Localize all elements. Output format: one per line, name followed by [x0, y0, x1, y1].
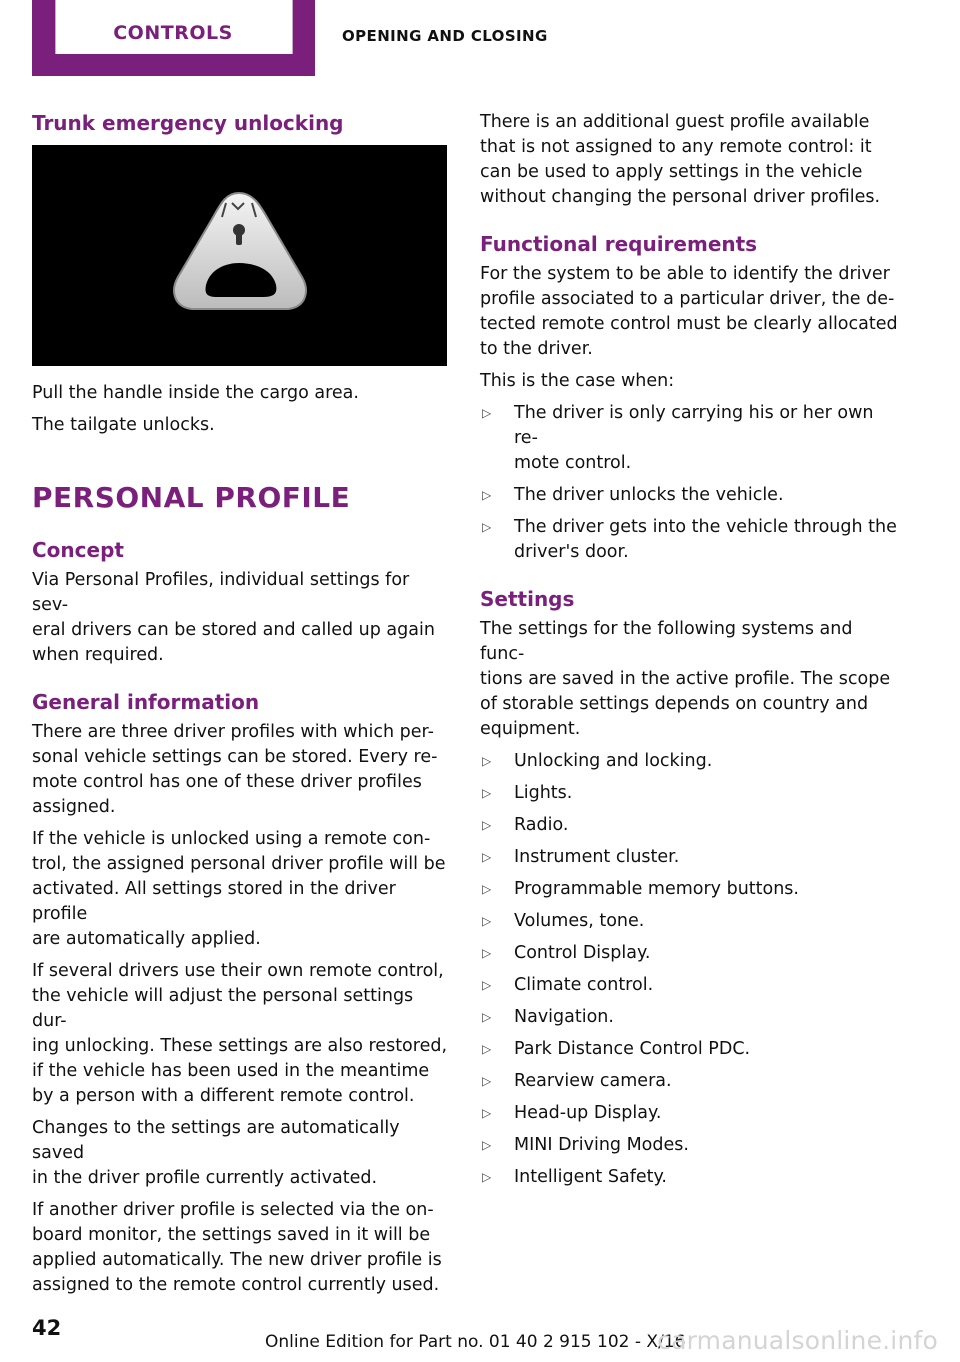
functional-paragraph-1: For the system to be able to identify the driver profile associated to a particular driver, the de- tected remote control must be clearly allocated to the driver. — [480, 264, 898, 359]
triangle-bullet-icon: ▷ — [482, 488, 492, 502]
general-paragraph-5: If another driver profile is selected via the on- board monitor, the settings saved in it will be applied automatically. The new driver profile is assigned to the remote control currently used. — [32, 1200, 442, 1295]
general-paragraph-2: If the vehicle is unlocked using a remote con- trol, the assigned personal driver profile will be activated. All settings stored in the driver profile are automatically applied. — [32, 829, 446, 949]
triangle-bullet-icon: ▷ — [482, 946, 492, 960]
triangle-bullet-icon: ▷ — [482, 1042, 492, 1056]
list-item: ▷ Park Distance Control PDC. — [480, 1037, 900, 1062]
list-item: ▷ Navigation. — [480, 1005, 900, 1030]
list-item: ▷ Rearview camera. — [480, 1069, 900, 1094]
section-title: OPENING AND CLOSING — [342, 27, 548, 45]
triangle-bullet-icon: ▷ — [482, 520, 492, 534]
triangle-bullet-icon: ▷ — [482, 882, 492, 896]
list-item: ▷ Instrument cluster. — [480, 845, 900, 870]
general-paragraph-1: There are three driver profiles with which per- sonal vehicle settings can be stored. Every re- mote control has one of these driver profiles assigned. — [32, 722, 438, 817]
list-item: ▷ The driver unlocks the vehicle. — [480, 483, 900, 508]
watermark: carmanualsonline.info — [657, 1326, 938, 1355]
list-item: ▷ The driver is only carrying his or her own re- mote control. — [482, 403, 874, 473]
triangle-bullet-icon: ▷ — [482, 1010, 492, 1024]
triangle-bullet-icon: ▷ — [482, 1138, 492, 1152]
general-paragraph-3: If several drivers use their own remote control, the vehicle will adjust the personal settings dur- ing unlocking. These settings are also restored, if the vehicle has been used in the meantime by a person with a different remote control. — [32, 961, 448, 1106]
settings-paragraph: The settings for the following systems and func- tions are saved in the active profile. The scope of storable settings depends on country and equipment. — [480, 619, 891, 739]
list-item: ▷ Climate control. — [480, 973, 900, 998]
trunk-release-handle-icon — [32, 145, 447, 366]
edition-footer: Online Edition for Part no. 01 40 2 915 102 - X/16 — [265, 1332, 686, 1352]
list-item: ▷ The driver gets into the vehicle through the driver's door. — [482, 517, 897, 562]
page-number: 42 — [32, 1316, 62, 1340]
triangle-bullet-icon: ▷ — [482, 1074, 492, 1088]
settings-list — [480, 749, 900, 1190]
functional-requirements-list — [480, 401, 900, 565]
triangle-bullet-icon: ▷ — [482, 754, 492, 768]
list-item: ▷ Programmable memory buttons. — [480, 877, 900, 902]
general-paragraph-4: Changes to the settings are automatically saved in the driver profile currently activated. — [32, 1118, 400, 1188]
triangle-bullet-icon: ▷ — [482, 406, 492, 420]
list-item: ▷ Lights. — [480, 781, 900, 806]
list-item: ▷ Volumes, tone. — [480, 909, 900, 934]
guest-profile-paragraph: There is an additional guest profile available that is not assigned to any remote control: it can be used to apply settings in the vehicle without changing the personal driver profiles. — [480, 112, 881, 207]
triangle-bullet-icon: ▷ — [482, 786, 492, 800]
concept-paragraph: Via Personal Profiles, individual settings for sev- eral drivers can be stored and called up again when required. — [32, 570, 435, 665]
left-column — [32, 110, 450, 1305]
functional-requirements-heading: Functional requirements — [480, 232, 758, 256]
triangle-bullet-icon: ▷ — [482, 914, 492, 928]
trunk-handle-figure — [32, 145, 447, 366]
triangle-bullet-icon: ▷ — [482, 1106, 492, 1120]
settings-heading: Settings — [480, 587, 575, 611]
right-column — [480, 110, 900, 1197]
chapter-title: CONTROLS — [113, 22, 233, 44]
list-item: ▷ MINI Driving Modes. — [480, 1133, 900, 1158]
trunk-heading: Trunk emergency unlocking — [32, 111, 344, 135]
personal-profile-heading: PERSONAL PROFILE — [32, 481, 351, 514]
triangle-bullet-icon: ▷ — [482, 850, 492, 864]
list-item: ▷ Head-up Display. — [480, 1101, 900, 1126]
list-item: ▷ Radio. — [480, 813, 900, 838]
general-information-heading: General information — [32, 690, 260, 714]
triangle-bullet-icon: ▷ — [482, 978, 492, 992]
list-item: ▷ Unlocking and locking. — [480, 749, 900, 774]
triangle-bullet-icon: ▷ — [482, 818, 492, 832]
trunk-paragraph-2: The tailgate unlocks. — [32, 415, 215, 435]
concept-heading: Concept — [32, 538, 124, 562]
trunk-paragraph-1: Pull the handle inside the cargo area. — [32, 383, 359, 403]
functional-paragraph-2: This is the case when: — [480, 371, 675, 391]
list-item: ▷ Control Display. — [480, 941, 900, 966]
triangle-bullet-icon: ▷ — [482, 1170, 492, 1184]
list-item: ▷ Intelligent Safety. — [480, 1165, 900, 1190]
